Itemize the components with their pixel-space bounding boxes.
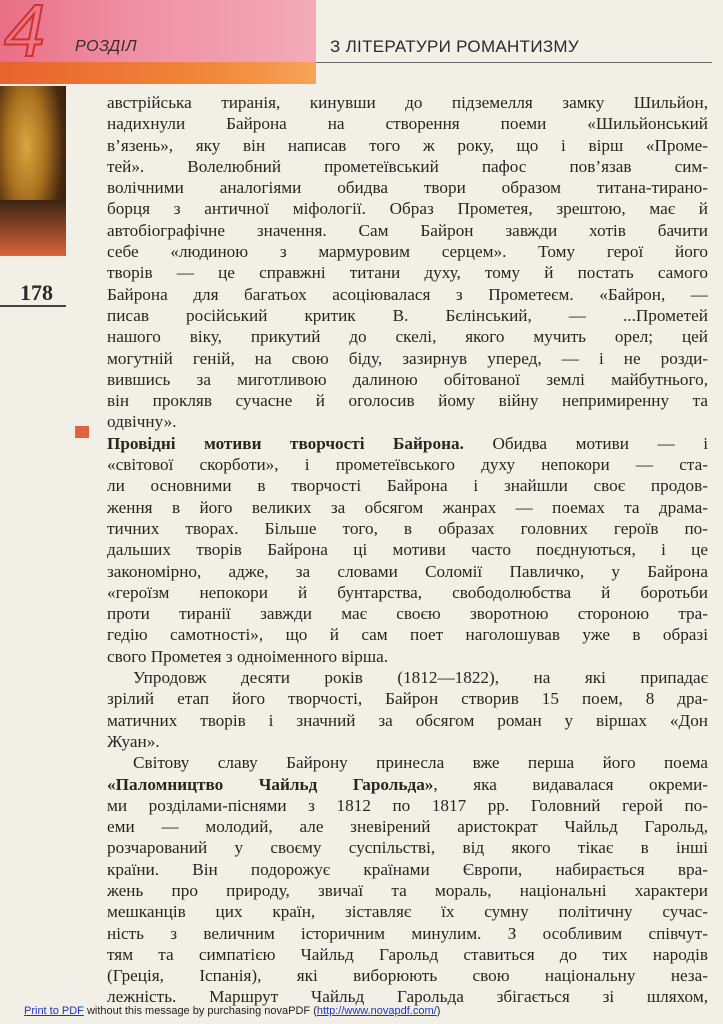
text-line: надихнули Байрона на створення поеми «Шильйонський [107,114,708,134]
text-line: зрілий етап його творчості, Байрон створив 15 поем, 8 дра- [107,689,708,709]
bold-heading: «Паломництво Чайльд Гарольда» [107,774,434,794]
text-line: волічними аналогіями обидва твори образом титана-тирано- [107,178,708,198]
bold-heading: Провідні мотиви творчості Байрона. [107,433,464,453]
text-line [107,433,708,454]
text-segment: Обидва мотиви — і [463,433,708,453]
text-line: еми — молодий, але зневірений аристократ Чайльд Гарольд, [107,817,708,837]
text-line: «світової скорботи», і прометеївського духу непокори — ста- [107,455,708,475]
text-line: розчарований у своєму суспільстві, від якого тікає в інші [107,838,708,858]
text-line: Байрона для багатьох асоціювалася з Прометеєм. «Байрон, — [107,284,708,304]
text-line: тей». Волелюбний прометеївський пафос пов’язав сим- [107,156,708,176]
text-line: закономірно, адже, за словами Соломії Павличко, у Байрона [107,561,708,581]
chapter-label: РОЗДІЛ [75,38,138,55]
chapter-number: 4 [4,0,46,72]
text-line: проти тиранії завжди має своєю зворотною стороною тра- [107,604,708,624]
print-to-pdf-link[interactable]: Print to PDF [24,1005,84,1017]
chapter-accent-bar [0,62,316,84]
text-line: дальших творів Байрона ці мотиви часто поєднуються, і це [107,540,708,560]
text-line: одвічну». [107,412,177,432]
novapdf-link[interactable]: http://www.novapdf.com/ [316,1005,437,1017]
text-line: свого Прометея з одноіменного вірша. [107,646,388,666]
text-line: в’язень», яку він написав того ж року, що і вірш «Проме- [107,135,708,155]
text-line: писав російський критик В. Бєлінський, — ...Прометей [107,305,708,325]
footer-end: ) [436,1005,441,1017]
text-line: «героїзм непокори й бунтарства, свободолюбства й боротьби [107,582,708,602]
text-line: себе «людиною з мармуровим серцем». Тому герої його [107,242,708,262]
text-line: могутній геній, на свою біду, зазирнув уперед, — і не розди- [107,348,708,368]
text-line: жень про природу, звичаї та мораль, національні характери [107,880,708,900]
chapter-header-band [0,0,316,62]
text-line: ли основними в творчості Байрона і знайшли своє продов- [107,476,708,496]
text-line: творів — це справжні титани духу, тому й постать самого [107,263,708,283]
text-line: матичних творів і значний за обсягом роман у віршах «Дон [107,710,708,730]
text-line: борця з античної міфології. Образ Прометея, зрештою, має й [107,199,708,219]
text-segment: , яка видавалася окреми- [433,774,708,794]
page-number-rule [0,305,66,307]
text-line: вившись за миготливою далиною обітованої землі майбутнього, [107,369,708,389]
text-line: (Греція, Іспанія), які виборюють свою національну неза- [107,966,708,986]
text-line: ність з величним історичним минулим. З особливим співчут- [107,923,708,943]
page-number: 178 [20,280,53,305]
text-line: нашого віку, прикутий до скелі, якого мучить орел; цей [107,327,708,347]
text-line: тичних творах. Більше того, в образах головних героїв по- [107,518,708,538]
footer-message: without this message by purchasing novaPDF ( [83,1005,317,1017]
text-line: австрійська тиранія, кинувши до підземелля замку Шильйон, [107,93,708,112]
text-line: Світову славу Байрону принесла вже перша його поема [133,753,708,773]
text-line: лежність. Маршрут Чайльд Гарольда збігається зі шляхом, [107,987,708,1007]
text-line: тям та симпатією Чайльд Гарольд ставиться до тих народів [107,944,708,964]
section-title: З ЛІТЕРАТУРИ РОМАНТИЗМУ [330,37,579,56]
header-divider [316,62,712,63]
text-line: ми розділами-піснями з 1812 по 1817 рр. Головний герой по- [107,795,708,815]
text-line: Жуан». [107,731,160,751]
text-line: ження в його великих за обсягом жанрах — поемах та драма- [107,497,708,517]
text-line [107,774,708,795]
text-line: країни. Він подорожує країнами Європи, набирається вра- [107,859,708,879]
print-footer [24,1005,440,1017]
margin-illustration-edge [0,200,66,256]
text-line: мешканців цих країн, зіставляє їх сумну політичну сучас- [107,902,708,922]
text-line: автобіографічне значення. Сам Байрон завжди хотів бачити [107,220,708,240]
body-text [107,92,708,1008]
text-line: гедію самотності», що й сам поет наголошував уже в образі [107,625,708,645]
text-line: він прокляв сучасне й оголосив йому війну непримиренну та [107,391,708,411]
text-line: Упродовж десяти років (1812—1822), на які припадає [133,668,708,688]
section-marker-icon [75,426,89,438]
